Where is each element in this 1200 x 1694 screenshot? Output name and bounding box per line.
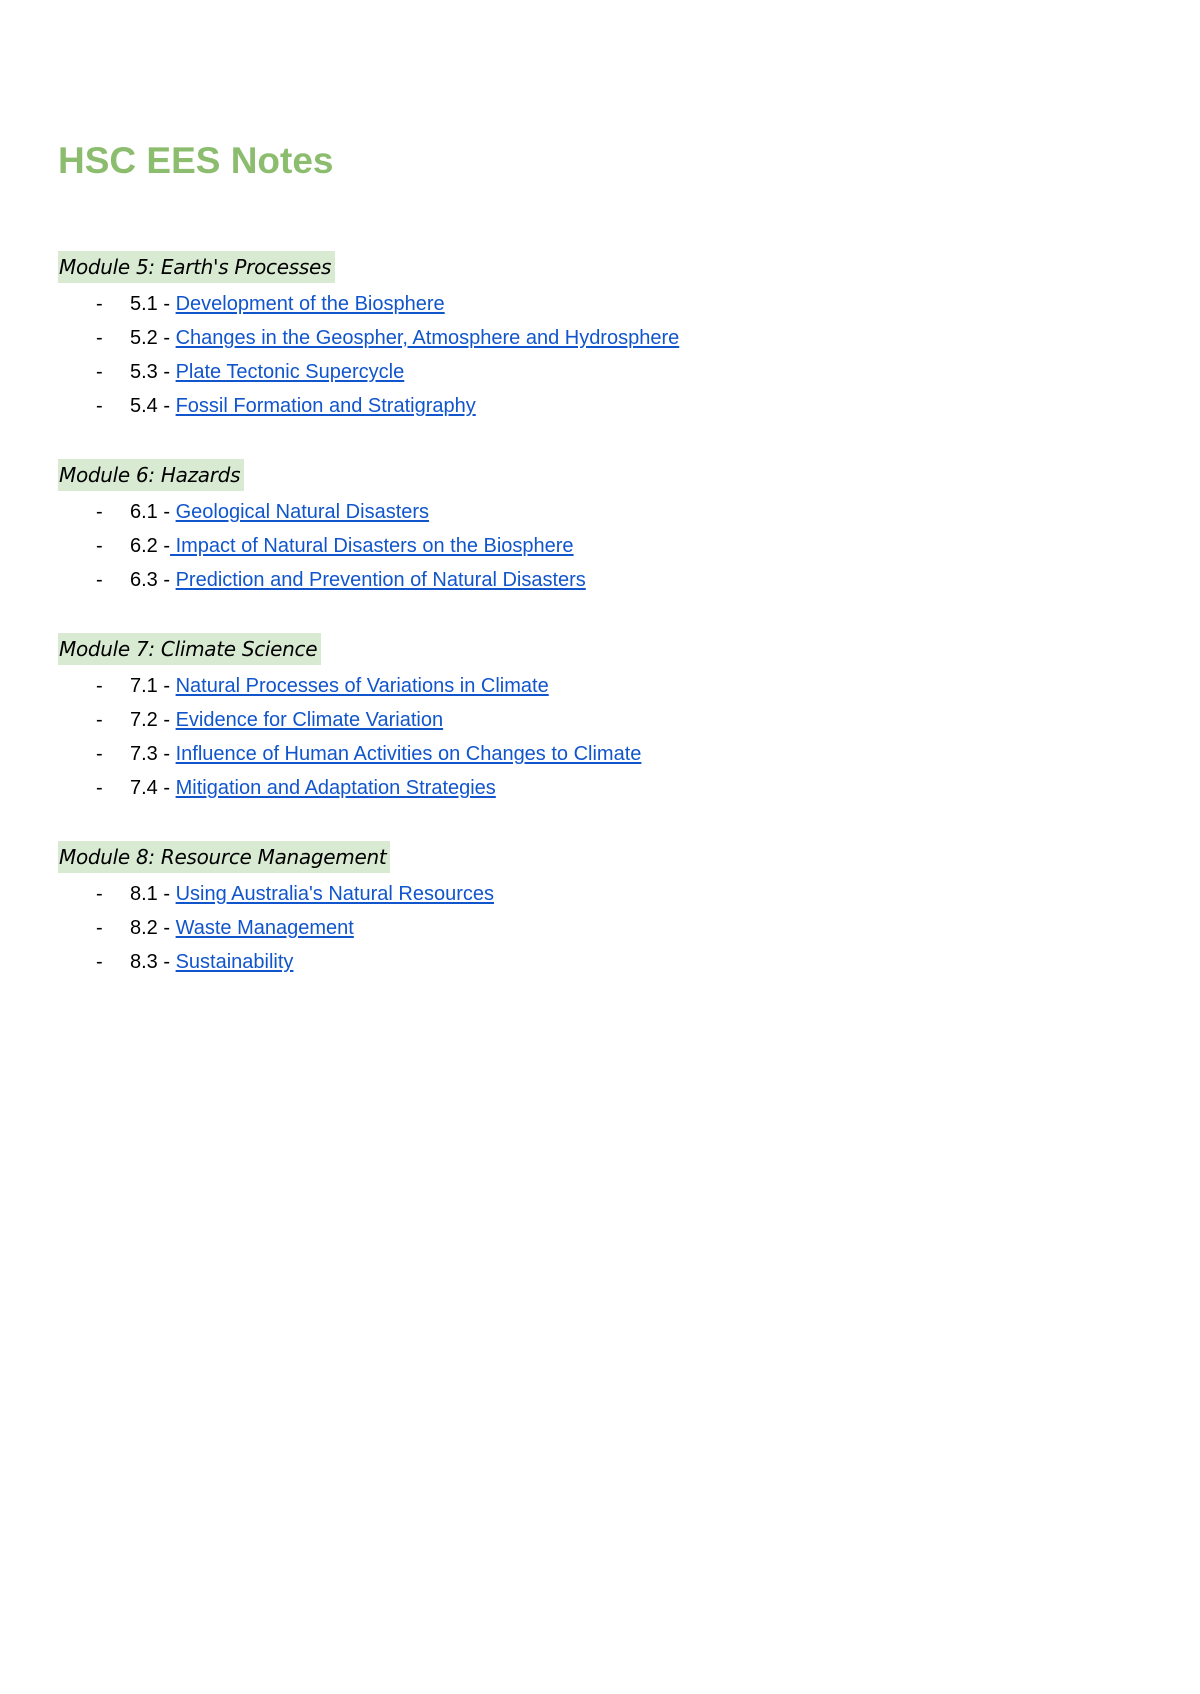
bullet-dash: - xyxy=(96,883,103,905)
topic-link[interactable]: Using Australia's Natural Resources xyxy=(175,883,494,905)
topic-number: 6.3 - xyxy=(130,569,171,591)
list-item xyxy=(58,355,405,389)
list-item xyxy=(58,703,444,737)
bullet-dash: - xyxy=(96,327,103,349)
module-heading: Module 8: Resource Management xyxy=(58,841,390,873)
topic-link[interactable]: Changes in the Geospher, Atmosphere and Hydrosphere xyxy=(175,327,680,349)
topic-number: 5.1 - xyxy=(130,293,171,315)
topic-link[interactable]: Mitigation and Adaptation Strategies xyxy=(175,777,496,799)
bullet-dash: - xyxy=(96,569,103,591)
list-item xyxy=(58,495,430,529)
module-7-section xyxy=(58,633,642,805)
module-heading: Module 6: Hazards xyxy=(58,459,244,491)
topic-link[interactable]: Geological Natural Disasters xyxy=(175,501,430,523)
list-item xyxy=(58,771,496,805)
module-heading: Module 5: Earth's Processes xyxy=(58,251,335,283)
list-item xyxy=(58,389,476,423)
topic-number: 6.2 - xyxy=(130,535,171,557)
list-item xyxy=(58,945,390,979)
list-item xyxy=(58,911,390,945)
topic-number: 8.1 - xyxy=(130,883,171,905)
bullet-dash: - xyxy=(96,501,103,523)
topic-list xyxy=(58,287,680,423)
topic-number: 7.2 - xyxy=(130,709,171,731)
topic-link[interactable]: Impact of Natural Disasters on the Biosphere xyxy=(170,535,574,557)
module-heading: Module 7: Climate Science xyxy=(58,633,321,665)
topic-number: 8.3 - xyxy=(130,951,171,973)
bullet-dash: - xyxy=(96,917,103,939)
topic-number: 5.3 - xyxy=(130,361,171,383)
bullet-dash: - xyxy=(96,395,103,417)
topic-link[interactable]: Fossil Formation and Stratigraphy xyxy=(175,395,476,417)
module-6-section xyxy=(58,459,586,597)
bullet-dash: - xyxy=(96,361,103,383)
module-5-section xyxy=(58,251,680,423)
list-item xyxy=(58,529,574,563)
topic-link[interactable]: Waste Management xyxy=(175,917,354,939)
list-item xyxy=(58,737,642,771)
list-item xyxy=(58,563,586,597)
list-item xyxy=(58,877,494,911)
bullet-dash: - xyxy=(96,743,103,765)
document-title: HSC EES Notes xyxy=(58,140,334,181)
topic-number: 7.4 - xyxy=(130,777,171,799)
module-8-section xyxy=(58,841,494,979)
list-item xyxy=(58,287,445,321)
bullet-dash: - xyxy=(96,675,103,697)
topic-link[interactable]: Evidence for Climate Variation xyxy=(175,709,444,731)
topic-number: 7.1 - xyxy=(130,675,171,697)
topic-link[interactable]: Prediction and Prevention of Natural Disasters xyxy=(175,569,586,591)
topic-list xyxy=(58,877,494,979)
topic-number: 7.3 - xyxy=(130,743,171,765)
bullet-dash: - xyxy=(96,535,103,557)
topic-link[interactable]: Natural Processes of Variations in Climate xyxy=(175,675,549,697)
bullet-dash: - xyxy=(96,951,103,973)
topic-link[interactable]: Development of the Biosphere xyxy=(175,293,445,315)
topic-number: 8.2 - xyxy=(130,917,171,939)
topic-number: 5.2 - xyxy=(130,327,171,349)
topic-link[interactable]: Plate Tectonic Supercycle xyxy=(175,361,405,383)
topic-list xyxy=(58,495,586,597)
bullet-dash: - xyxy=(96,293,103,315)
topic-number: 5.4 - xyxy=(130,395,171,417)
topic-list xyxy=(58,669,642,805)
list-item xyxy=(58,321,680,355)
bullet-dash: - xyxy=(96,709,103,731)
topic-link[interactable]: Sustainability xyxy=(175,951,294,973)
list-item xyxy=(58,669,549,703)
topic-number: 6.1 - xyxy=(130,501,171,523)
bullet-dash: - xyxy=(96,777,103,799)
topic-link[interactable]: Influence of Human Activities on Changes to Climate xyxy=(175,743,642,765)
